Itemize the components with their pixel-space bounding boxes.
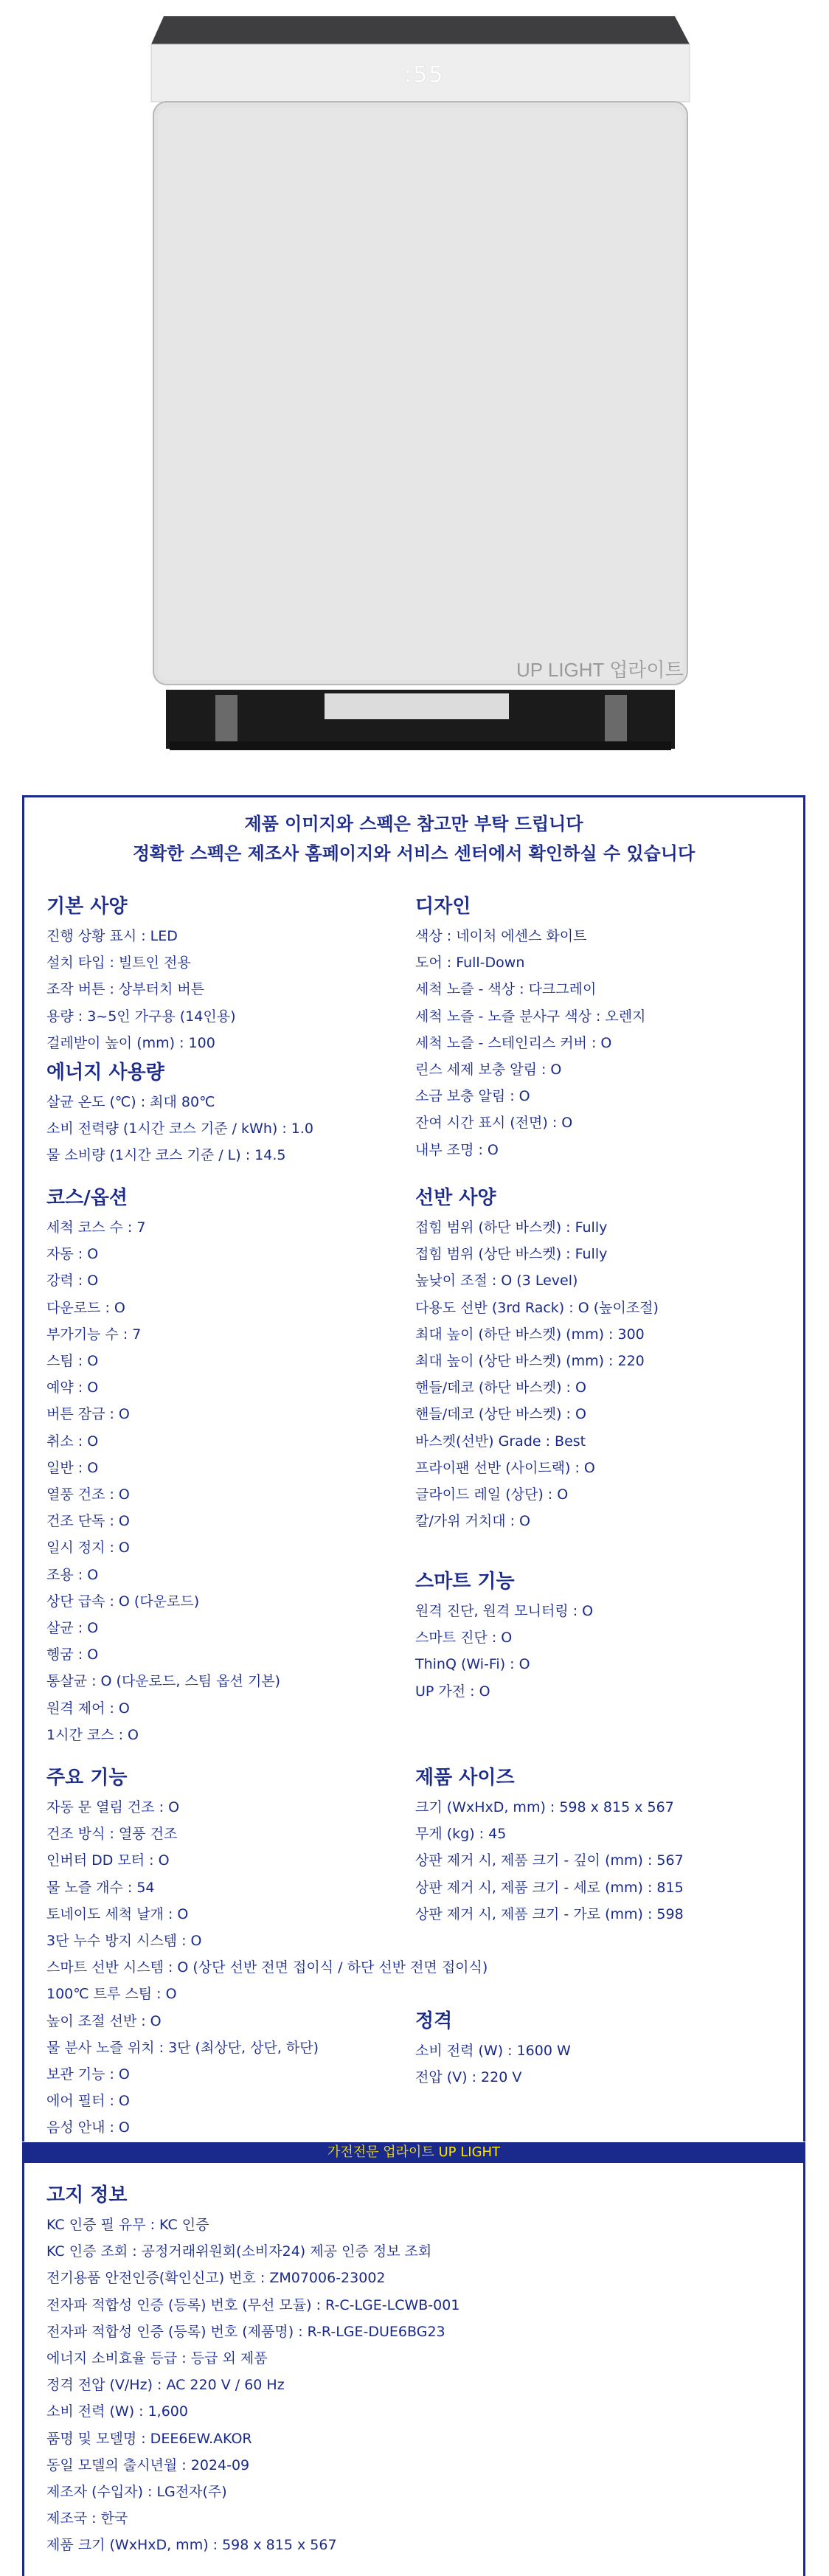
spec-row: 품명 및 모델명 : DEE6EW.AKOR	[46, 2430, 252, 2447]
spec-row: 프라이팬 선반 (사이드랙) : O	[415, 1459, 595, 1476]
spec-row: 걸레받이 높이 (mm) : 100	[46, 1034, 215, 1051]
spec-panel	[22, 795, 805, 2142]
spec-row: 상판 제거 시, 제품 크기 - 깊이 (mm) : 567	[415, 1852, 684, 1869]
spec-row: 세척 노즐 - 노즐 분사구 색상 : 오렌지	[415, 1008, 646, 1025]
spec-row: 잔여 시간 표시 (전면) : O	[415, 1115, 573, 1132]
spec-row: 음성 안내 : O	[46, 2119, 130, 2136]
spec-row: 헹굼 : O	[46, 1647, 99, 1663]
spec-row: 인버터 DD 모터 : O	[46, 1852, 170, 1869]
spec-row: 전압 (V) : 220 V	[415, 2069, 522, 2086]
spec-row: 무게 (kg) : 45	[415, 1826, 507, 1843]
spec-row: 제품 크기 (WxHxD, mm) : 598 x 815 x 567	[46, 2537, 337, 2554]
spec-row: 세척 노즐 - 스테인리스 커버 : O	[415, 1034, 612, 1051]
section-smart	[415, 1565, 593, 1705]
spec-row: 버튼 잠금 : O	[46, 1406, 130, 1423]
spec-row: KC 인증 조회 : 공정거래위원회(소비자24) 제공 인증 정보 조회	[46, 2243, 432, 2260]
section-title: 주요 기능	[46, 1767, 128, 1789]
spec-row: 조작 버튼 : 상부터치 버튼	[46, 981, 205, 998]
spec-row: 색상 : 네이처 에센스 화이트	[415, 928, 587, 944]
spec-row: 자동 : O	[46, 1246, 99, 1263]
spec-row: 물 분사 노즐 위치 : 3단 (최상단, 상단, 하단)	[46, 2039, 319, 2056]
spec-row: 통살균 : O (다운로드, 스팀 옵션 기본)	[46, 1673, 281, 1690]
spec-row: 살균 : O	[46, 1620, 99, 1637]
notice-info-panel	[22, 2163, 805, 2576]
section-title: 디자인	[415, 896, 471, 918]
brand-banner: 가전전문 업라이트 UP LIGHT	[22, 2142, 805, 2163]
spec-row: 강력 : O	[46, 1273, 99, 1289]
spec-row: 칼/가위 거치대 : O	[415, 1513, 531, 1530]
spec-row: 높낮이 조절 : O (3 Level)	[415, 1273, 578, 1289]
spec-row: 전자파 적합성 인증 (등록) 번호 (제품명) : R-R-LGE-DUE6BG23	[46, 2323, 445, 2340]
spec-row: 상판 제거 시, 제품 크기 - 가로 (mm) : 598	[415, 1905, 684, 1922]
notice-line-1: 제품 이미지와 스펙은 참고만 부탁 드립니다	[244, 814, 583, 834]
spec-row: 접힘 범위 (상단 바스켓) : Fully	[415, 1246, 608, 1263]
section-title: 고지 정보	[46, 2184, 128, 2206]
notice-line-2: 정확한 스펙은 제조사 홈페이지와 서비스 센터에서 확인하실 수 있습니다	[132, 843, 696, 864]
section-title: 코스/옵션	[46, 1187, 128, 1209]
spec-row: 세척 코스 수 : 7	[46, 1219, 146, 1236]
spec-row: 핸들/데코 (하단 바스켓) : O	[415, 1379, 586, 1396]
spec-row: 원격 진단, 원격 모니터링 : O	[415, 1603, 594, 1619]
spec-row: 열풍 건조 : O	[46, 1486, 130, 1503]
spec-row: 조용 : O	[46, 1566, 99, 1583]
spec-row: 다운로드 : O	[46, 1299, 125, 1316]
display-readout: :55	[404, 62, 445, 88]
spec-row: 린스 세제 보충 알림 : O	[415, 1062, 562, 1078]
section-title: 정격	[415, 2010, 453, 2032]
spec-row: ThinQ (Wi-Fi) : O	[415, 1656, 530, 1673]
spec-row: 소비 전력량 (1시간 코스 기준 / kWh) : 1.0	[46, 1121, 313, 1138]
spec-row: 1시간 코스 : O	[46, 1726, 139, 1743]
section-shelf	[415, 1182, 659, 1534]
spec-row: 크기 (WxHxD, mm) : 598 x 815 x 567	[415, 1799, 674, 1815]
spec-row: 토네이도 세척 날개 : O	[46, 1905, 189, 1922]
spec-row: 상단 급속 : O (다운로드)	[46, 1593, 200, 1610]
section-basic	[46, 890, 313, 1169]
spec-row: 세척 노즐 - 색상 : 다크그레이	[415, 981, 597, 998]
section-title: 선반 사양	[415, 1187, 496, 1209]
spec-row: 에어 필터 : O	[46, 2093, 130, 2110]
spec-row: 소비 전력 (W) : 1600 W	[415, 2043, 571, 2059]
spec-row: 소비 전력 (W) : 1,600	[46, 2403, 188, 2420]
spec-row: 도어 : Full-Down	[415, 955, 525, 972]
spec-row: 살균 온도 (℃) : 최대 80℃	[46, 1094, 215, 1111]
spec-row: 일반 : O	[46, 1459, 99, 1476]
spec-row: 전자파 적합성 인증 (등록) 번호 (무선 모듈) : R-C-LGE-LCWB-001	[46, 2296, 460, 2313]
spec-row: 최대 높이 (상단 바스켓) (mm) : 220	[415, 1353, 645, 1370]
section-title: 기본 사양	[46, 896, 128, 918]
spec-row: 최대 높이 (하단 바스켓) (mm) : 300	[415, 1326, 645, 1343]
section-rating	[415, 2005, 571, 2091]
section-design	[415, 890, 646, 1163]
spec-row: 보관 기능 : O	[46, 2066, 130, 2083]
spec-row: 바스켓(선반) Grade : Best	[415, 1433, 586, 1450]
spec-row: 높이 조절 선반 : O	[46, 2012, 162, 2029]
spec-row: 100℃ 트루 스팀 : O	[46, 1986, 177, 2003]
spec-row: 전기용품 안전인증(확인신고) 번호 : ZM07006-23002	[46, 2270, 386, 2287]
spec-row: 제조국 : 한국	[46, 2510, 128, 2527]
spec-row: 동일 모델의 출시년월 : 2024-09	[46, 2456, 250, 2473]
spec-row: UP 가전 : O	[415, 1683, 490, 1700]
spec-row: 물 노즐 개수 : 54	[46, 1879, 155, 1896]
spec-row: 용량 : 3~5인 가구용 (14인용)	[46, 1008, 236, 1025]
spec-row: 예약 : O	[46, 1379, 99, 1396]
spec-row: 취소 : O	[46, 1433, 99, 1450]
section-size	[415, 1762, 684, 1928]
spec-row: KC 인증 필 유무 : KC 인증	[46, 2217, 209, 2233]
spec-row: 핸들/데코 (상단 바스켓) : O	[415, 1406, 586, 1423]
spec-row: 원격 제어 : O	[46, 1700, 130, 1717]
spec-row: 상판 제거 시, 제품 크기 - 세로 (mm) : 815	[415, 1879, 684, 1896]
product-image	[0, 0, 829, 760]
spec-row: 다용도 선반 (3rd Rack) : O (높이조절)	[415, 1299, 659, 1316]
spec-row: 제조자 (수입자) : LG전자(주)	[46, 2484, 227, 2501]
dishwasher-illustration	[0, 0, 829, 760]
section-title: 스마트 기능	[415, 1571, 515, 1593]
section-notice-info	[46, 2179, 459, 2559]
watermark: UP LIGHT 업라이트	[516, 659, 684, 681]
section-title: 제품 사이즈	[415, 1767, 515, 1789]
section-title: 에너지 사용량	[46, 1062, 164, 1084]
spec-row: 건조 방식 : 열풍 건조	[46, 1826, 178, 1843]
spec-row: 에너지 소비효율 등급 : 등급 외 제품	[46, 2350, 268, 2367]
spec-row: 진행 상황 표시 : LED	[46, 928, 178, 944]
spec-row: 스마트 진단 : O	[415, 1630, 513, 1647]
spec-row: 소금 보충 알림 : O	[415, 1088, 530, 1105]
spec-row: 정격 전압 (V/Hz) : AC 220 V / 60 Hz	[46, 2377, 285, 2394]
spec-row: 건조 단독 : O	[46, 1513, 130, 1530]
spec-row: 3단 누수 방지 시스템 : O	[46, 1933, 202, 1950]
spec-row: 자동 문 열림 건조 : O	[46, 1799, 180, 1815]
section-course	[46, 1182, 280, 1748]
spec-row: 글라이드 레일 (상단) : O	[415, 1486, 569, 1503]
spec-row: 스마트 선반 시스템 : O (상단 선반 전면 접이식 / 하단 선반 전면 접이식)	[46, 1959, 488, 1976]
spec-row: 부가기능 수 : 7	[46, 1326, 142, 1343]
spec-row: 설치 타입 : 빌트인 전용	[46, 955, 191, 972]
spec-row: 일시 정지 : O	[46, 1540, 130, 1557]
spec-row: 물 소비량 (1시간 코스 기준 / L) : 14.5	[46, 1147, 286, 1164]
spec-row: 내부 조명 : O	[415, 1141, 499, 1158]
spec-row: 스팀 : O	[46, 1353, 99, 1370]
spec-row: 접힘 범위 (하단 바스켓) : Fully	[415, 1219, 608, 1236]
